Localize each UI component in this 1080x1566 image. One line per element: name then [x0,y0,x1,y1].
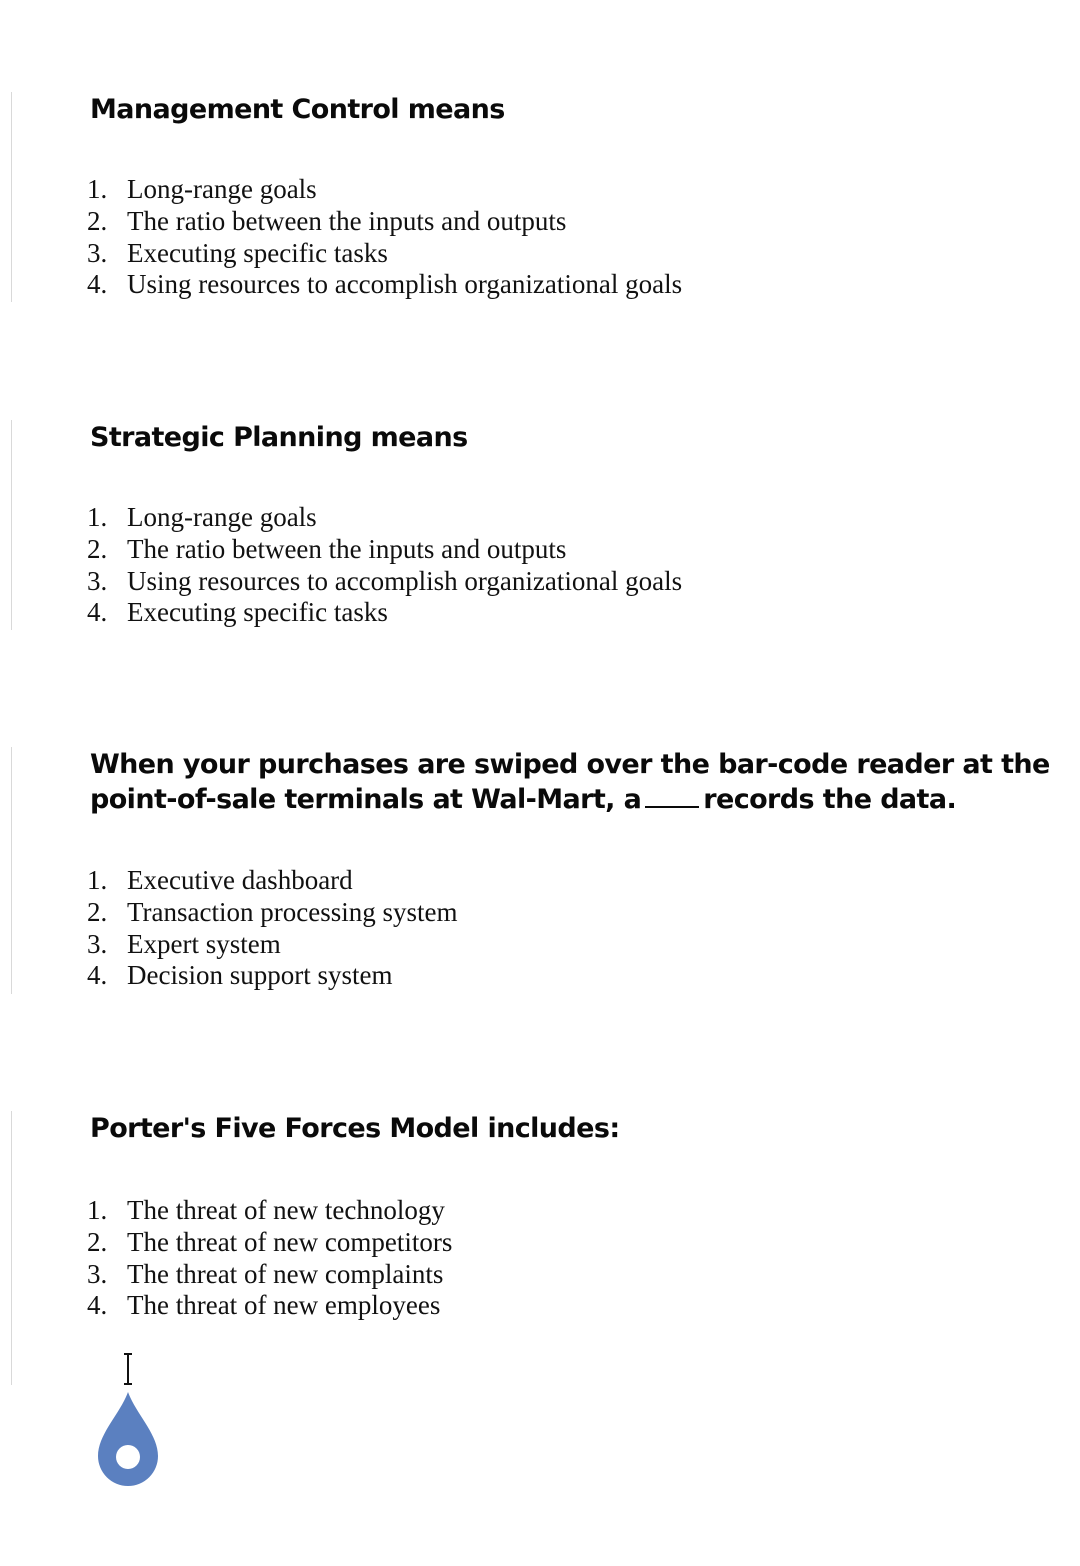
option-item[interactable] [87,269,682,301]
option-number: 2. [87,896,108,927]
option-item[interactable] [87,865,457,897]
option-text: Using resources to accomplish organizational goals [127,269,683,300]
option-number: 3. [87,565,108,596]
options-list [87,865,457,992]
question-margin-bar [11,1111,12,1385]
option-text: The threat of new complaints [127,1258,444,1289]
question-title: Strategic Planning means [90,422,468,453]
question-title [90,747,1050,817]
question-title-part-1: When your purchases are swiped over the bar-code reader at the point-of-sale terminals at Wal-Mart, a [90,749,1050,815]
option-item[interactable] [87,1227,452,1259]
question-4 [0,1111,1080,1385]
options-list [87,502,682,629]
option-text: Transaction processing system [127,896,458,927]
option-text: The ratio between the inputs and outputs [127,205,567,236]
option-number: 4. [87,1290,108,1321]
option-text: Executing specific tasks [127,597,388,628]
option-item[interactable] [87,597,682,629]
option-item[interactable] [87,1195,452,1227]
question-margin-bar [11,420,12,630]
option-item[interactable] [87,534,682,566]
option-item[interactable] [87,502,682,534]
selection-handle-icon[interactable] [96,1390,160,1490]
option-text: Executive dashboard [127,865,353,895]
question-margin-bar [11,747,12,994]
question-margin-bar [11,92,12,302]
question-2 [0,420,1080,630]
option-text: The threat of new employees [127,1290,441,1321]
option-number: 1. [87,174,108,204]
option-item[interactable] [87,897,457,929]
option-number: 2. [87,205,108,236]
option-item[interactable] [87,929,457,961]
option-number: 1. [87,865,108,895]
option-number: 3. [87,1258,108,1289]
option-number: 4. [87,960,108,991]
question-title: Management Control means [90,94,505,125]
option-text: Expert system [127,928,281,959]
question-3 [0,747,1080,994]
option-text: Decision support system [127,960,393,991]
option-text: Long-range goals [127,502,317,532]
options-list [87,1195,452,1322]
i-beam-cursor-icon [127,1353,129,1385]
option-text: The threat of new technology [127,1195,445,1225]
question-1 [0,92,1080,302]
option-item[interactable] [87,960,457,992]
option-text: The threat of new competitors [127,1226,453,1257]
option-number: 3. [87,237,108,268]
option-text: The ratio between the inputs and outputs [127,533,567,564]
option-number: 3. [87,928,108,959]
option-text: Executing specific tasks [127,237,388,268]
option-number: 2. [87,1226,108,1257]
option-number: 4. [87,269,108,300]
question-title-part-2: records the data. [703,784,957,815]
option-number: 2. [87,533,108,564]
fill-in-blank [645,805,699,808]
option-text: Using resources to accomplish organizational goals [127,565,683,596]
option-item[interactable] [87,566,682,598]
option-text: Long-range goals [127,174,317,204]
question-title: Porter's Five Forces Model includes: [90,1113,620,1144]
option-item[interactable] [87,174,682,206]
option-number: 1. [87,1195,108,1225]
option-item[interactable] [87,206,682,238]
option-item[interactable] [87,238,682,270]
option-number: 1. [87,502,108,532]
option-number: 4. [87,597,108,628]
option-item[interactable] [87,1290,452,1322]
options-list [87,174,682,301]
option-item[interactable] [87,1259,452,1291]
